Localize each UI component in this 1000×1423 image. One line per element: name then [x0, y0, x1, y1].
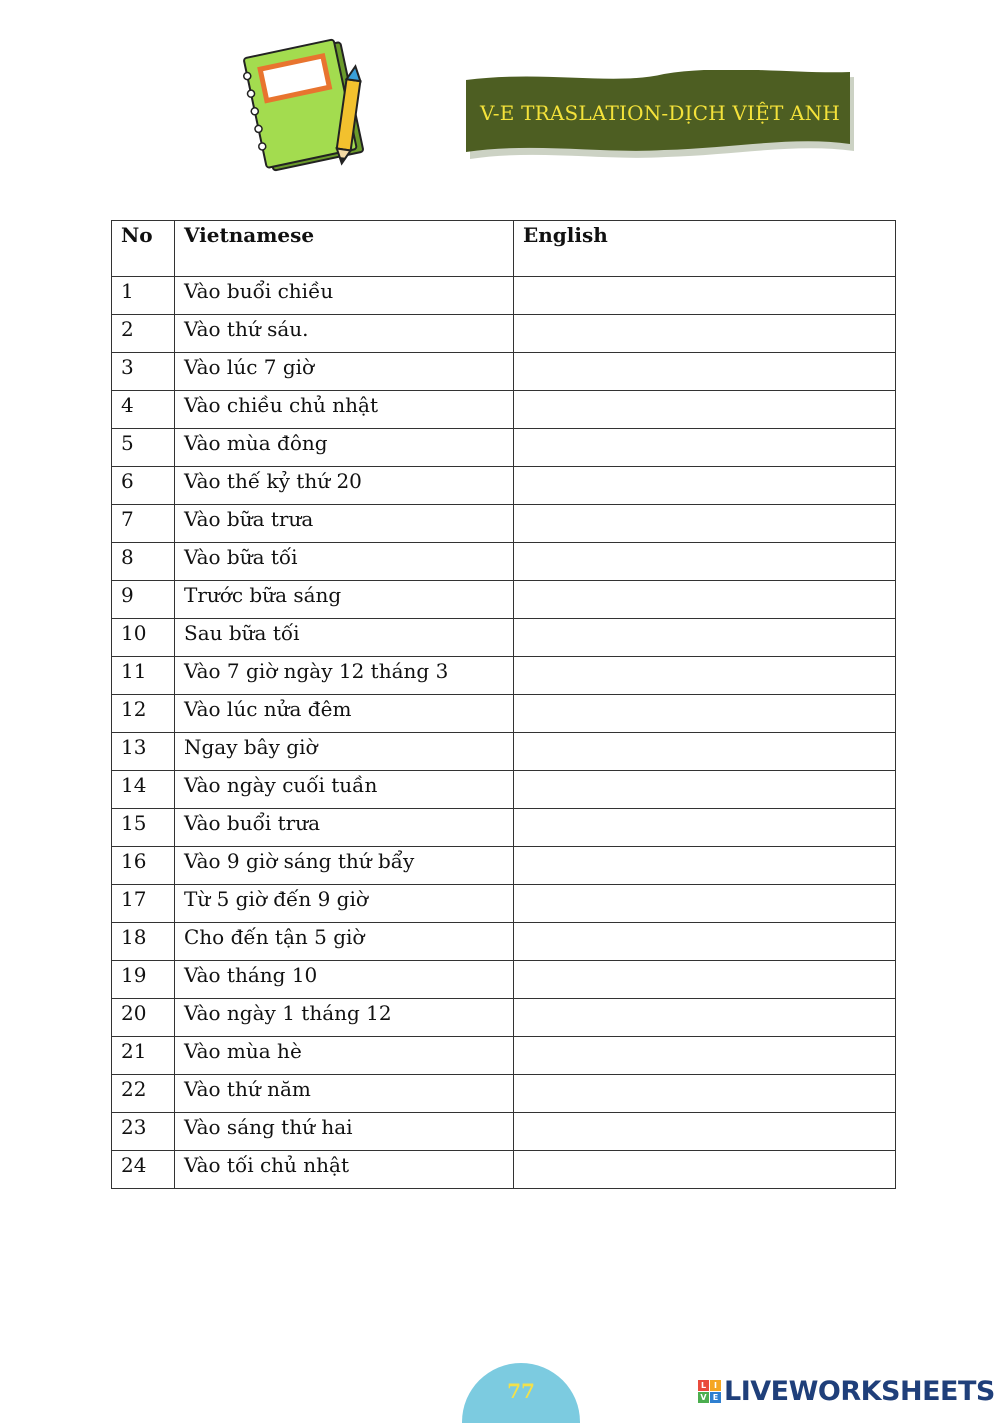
- table-row: [112, 391, 896, 429]
- row-vietnamese: Vào ngày 1 tháng 12: [175, 999, 514, 1037]
- table-row: [112, 619, 896, 657]
- row-vietnamese: Vào ngày cuối tuần: [175, 771, 514, 809]
- row-english-answer[interactable]: [514, 543, 896, 581]
- row-vietnamese: Vào thế kỷ thứ 20: [175, 467, 514, 505]
- translation-table: [111, 220, 896, 1189]
- row-number: 18: [112, 923, 175, 961]
- table-row: [112, 429, 896, 467]
- table-row: [112, 353, 896, 391]
- table-row: [112, 923, 896, 961]
- row-number: 8: [112, 543, 175, 581]
- row-number: 6: [112, 467, 175, 505]
- table-row: [112, 847, 896, 885]
- row-english-answer[interactable]: [514, 961, 896, 999]
- row-number: 22: [112, 1075, 175, 1113]
- row-number: 17: [112, 885, 175, 923]
- row-english-answer[interactable]: [514, 429, 896, 467]
- row-number: 24: [112, 1151, 175, 1189]
- table-row: [112, 885, 896, 923]
- row-number: 4: [112, 391, 175, 429]
- row-number: 23: [112, 1113, 175, 1151]
- logo-mark-square: L: [698, 1380, 709, 1391]
- row-vietnamese: Cho đến tận 5 giờ: [175, 923, 514, 961]
- row-english-answer[interactable]: [514, 1037, 896, 1075]
- row-english-answer[interactable]: [514, 619, 896, 657]
- row-number: 20: [112, 999, 175, 1037]
- table-row: [112, 277, 896, 315]
- row-vietnamese: Trước bữa sáng: [175, 581, 514, 619]
- liveworksheets-logo: [698, 1376, 995, 1407]
- row-vietnamese: Vào tháng 10: [175, 961, 514, 999]
- row-number: 14: [112, 771, 175, 809]
- logo-mark-square: I: [710, 1380, 721, 1391]
- row-vietnamese: Vào tối chủ nhật: [175, 1151, 514, 1189]
- row-number: 3: [112, 353, 175, 391]
- row-english-answer[interactable]: [514, 923, 896, 961]
- row-vietnamese: Vào 9 giờ sáng thứ bẩy: [175, 847, 514, 885]
- row-vietnamese: Ngay bây giờ: [175, 733, 514, 771]
- row-number: 15: [112, 809, 175, 847]
- row-vietnamese: Vào thứ sáu.: [175, 315, 514, 353]
- row-number: 13: [112, 733, 175, 771]
- row-number: 19: [112, 961, 175, 999]
- row-english-answer[interactable]: [514, 505, 896, 543]
- row-vietnamese: Vào sáng thứ hai: [175, 1113, 514, 1151]
- row-english-answer[interactable]: [514, 809, 896, 847]
- row-vietnamese: Vào thứ năm: [175, 1075, 514, 1113]
- liveworksheets-brand: LIVEWORKSHEETS: [724, 1376, 995, 1407]
- logo-mark-square: V: [698, 1392, 709, 1403]
- row-english-answer[interactable]: [514, 315, 896, 353]
- row-english-answer[interactable]: [514, 467, 896, 505]
- table-row: [112, 1075, 896, 1113]
- row-vietnamese: Vào chiều chủ nhật: [175, 391, 514, 429]
- table-row: [112, 961, 896, 999]
- row-english-answer[interactable]: [514, 999, 896, 1037]
- row-number: 21: [112, 1037, 175, 1075]
- row-english-answer[interactable]: [514, 1113, 896, 1151]
- table-row: [112, 1113, 896, 1151]
- row-english-answer[interactable]: [514, 1151, 896, 1189]
- header-vietnamese: Vietnamese: [175, 221, 514, 277]
- table-row: [112, 543, 896, 581]
- table-row: [112, 733, 896, 771]
- table-row: [112, 657, 896, 695]
- row-vietnamese: Vào lúc nửa đêm: [175, 695, 514, 733]
- header-no: No: [112, 221, 175, 277]
- table-row: [112, 695, 896, 733]
- liveworksheets-mark-icon: [698, 1380, 721, 1403]
- row-english-answer[interactable]: [514, 771, 896, 809]
- row-vietnamese: Vào bữa tối: [175, 543, 514, 581]
- row-vietnamese: Vào buổi chiều: [175, 277, 514, 315]
- row-number: 12: [112, 695, 175, 733]
- logo-mark-square: E: [710, 1392, 721, 1403]
- row-english-answer[interactable]: [514, 657, 896, 695]
- row-english-answer[interactable]: [514, 581, 896, 619]
- row-vietnamese: Vào bữa trưa: [175, 505, 514, 543]
- table-row: [112, 315, 896, 353]
- row-number: 9: [112, 581, 175, 619]
- table-row: [112, 809, 896, 847]
- table-row: [112, 1151, 896, 1189]
- row-english-answer[interactable]: [514, 277, 896, 315]
- row-vietnamese: Vào lúc 7 giờ: [175, 353, 514, 391]
- table-row: [112, 771, 896, 809]
- row-vietnamese: Vào mùa đông: [175, 429, 514, 467]
- row-english-answer[interactable]: [514, 695, 896, 733]
- row-english-answer[interactable]: [514, 391, 896, 429]
- row-english-answer[interactable]: [514, 353, 896, 391]
- row-vietnamese: Vào buổi trưa: [175, 809, 514, 847]
- title-banner: [464, 70, 856, 160]
- row-english-answer[interactable]: [514, 733, 896, 771]
- row-english-answer[interactable]: [514, 847, 896, 885]
- row-vietnamese: Vào mùa hè: [175, 1037, 514, 1075]
- table-row: [112, 467, 896, 505]
- banner-title: V-E TRASLATION-DỊCH VIỆT ANH: [479, 101, 841, 125]
- row-vietnamese: Sau bữa tối: [175, 619, 514, 657]
- row-number: 1: [112, 277, 175, 315]
- table-row: [112, 1037, 896, 1075]
- table-row: [112, 999, 896, 1037]
- row-number: 16: [112, 847, 175, 885]
- header-english: English: [514, 221, 896, 277]
- row-number: 2: [112, 315, 175, 353]
- row-english-answer[interactable]: [514, 1075, 896, 1113]
- row-vietnamese: Vào 7 giờ ngày 12 tháng 3: [175, 657, 514, 695]
- row-number: 11: [112, 657, 175, 695]
- row-english-answer[interactable]: [514, 885, 896, 923]
- table-header-row: [112, 221, 896, 277]
- row-number: 5: [112, 429, 175, 467]
- page-number: 77: [462, 1363, 580, 1423]
- row-number: 10: [112, 619, 175, 657]
- notebook-pencil-illustration: [238, 32, 378, 172]
- table-row: [112, 505, 896, 543]
- table-row: [112, 581, 896, 619]
- row-vietnamese: Từ 5 giờ đến 9 giờ: [175, 885, 514, 923]
- row-number: 7: [112, 505, 175, 543]
